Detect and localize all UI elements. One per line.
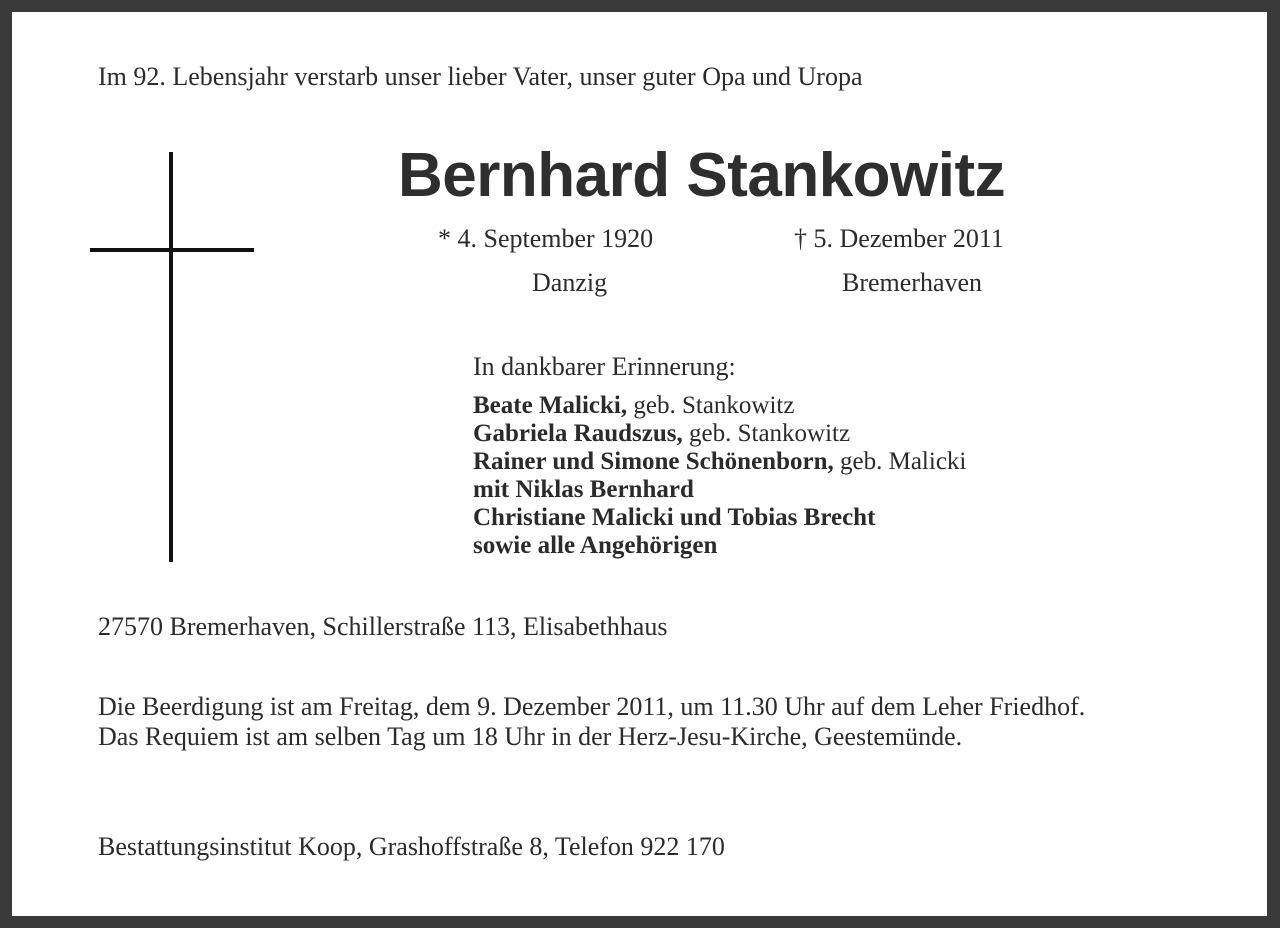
deceased-name: Bernhard Stankowitz — [398, 141, 1006, 210]
obituary-notice — [12, 12, 1267, 916]
death-date: † 5. Dezember 2011 — [794, 224, 1004, 253]
mourner-name: Rainer und Simone Schönenborn, — [473, 448, 834, 475]
mourner-line — [473, 532, 966, 560]
burial-text: Die Beerdigung ist am Freitag, dem 9. Dezember 2011, um 11.30 Uhr auf dem Leher Friedhof. — [98, 692, 1086, 721]
mourner-name: mit Niklas Bernhard — [473, 476, 694, 503]
mourners-list — [473, 392, 966, 560]
mourner-name: Gabriela Raudszus, — [473, 420, 683, 447]
residence-address: 27570 Bremerhaven, Schillerstraße 113, Elisabethhaus — [98, 612, 668, 641]
death-place: Bremerhaven — [842, 268, 983, 297]
birth-date: * 4. September 1920 — [438, 224, 654, 253]
mourner-note: geb. Malicki — [833, 448, 967, 475]
mourner-name: sowie alle Angehörigen — [473, 532, 718, 559]
mourner-line — [473, 504, 966, 532]
cross-icon — [90, 152, 254, 562]
mourner-name: Beate Malicki, — [473, 392, 628, 419]
mourner-line — [473, 392, 966, 420]
intro-text: Im 92. Lebensjahr verstarb unser lieber Vater, unser guter Opa und Uropa — [98, 62, 863, 91]
mourner-name: Christiane Malicki und Tobias Brecht — [473, 504, 876, 531]
mourner-note: geb. Stankowitz — [627, 392, 795, 419]
mourner-line — [473, 448, 966, 476]
undertaker-info: Bestattungsinstitut Koop, Grashoffstraße 8, Telefon 922 170 — [98, 832, 725, 861]
funeral-details — [98, 692, 1182, 752]
cross-horizontal-bar — [90, 248, 254, 252]
birth-place: Danzig — [532, 268, 608, 297]
memory-heading: In dankbarer Erinnerung: — [473, 352, 736, 381]
cross-vertical-bar — [169, 152, 173, 562]
requiem-text: Das Requiem ist am selben Tag um 18 Uhr in der Herz-Jesu-Kirche, Geestemünde. — [98, 722, 963, 751]
mourner-note: geb. Stankowitz — [682, 420, 851, 447]
mourner-line — [473, 420, 966, 448]
mourner-line — [473, 476, 966, 504]
